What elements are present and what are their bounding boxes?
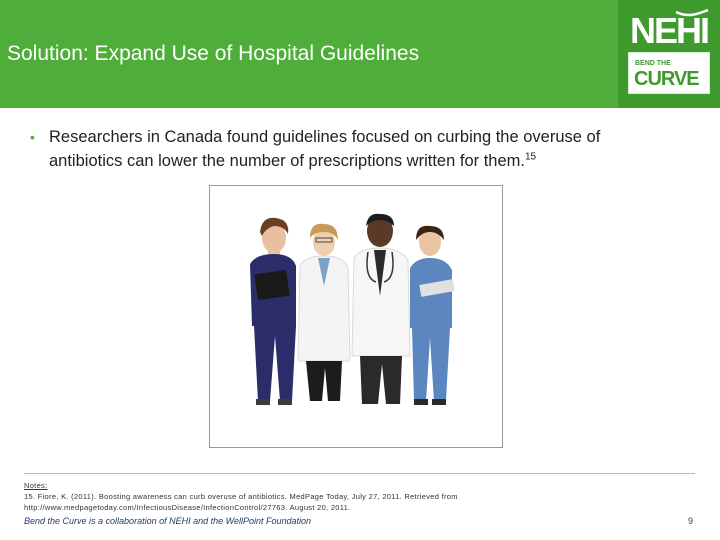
bullet-marker: • (30, 129, 35, 145)
healthcare-workers-photo (209, 185, 503, 448)
citation-superscript: 15 (524, 151, 537, 163)
page-number: 9 (688, 516, 694, 526)
bend-the-curve-logo (628, 52, 710, 94)
nehi-logo (618, 0, 720, 108)
footer-credit: Bend the Curve is a collaboration of NEHI and the WellPoint Foundation (24, 516, 312, 526)
healthcare-workers-illustration (210, 186, 502, 447)
nehi-wordmark-logo (628, 8, 710, 50)
bullet-text (49, 125, 689, 173)
bullet-line-1: Researchers in Canada found guidelines focused on curbing the overuse of (49, 128, 601, 146)
notes-section (24, 480, 694, 513)
notes-line-2: http://www.medpagetoday.com/InfectiousDisease/InfectionControl/27763. August 20, 2011. (24, 503, 351, 512)
slide-title: Solution: Expand Use of Hospital Guidelines (7, 42, 420, 65)
bullet-line-2: antibiotics can lower the number of prescriptions written for them. (49, 152, 525, 170)
bullet-line-2-wrap (49, 149, 689, 173)
logo-bend-the-text: BEND THE (635, 60, 671, 67)
notes-heading: Notes: (24, 481, 48, 490)
logo-top-text: NEHI (630, 10, 709, 50)
notes-divider (24, 473, 695, 474)
header-bar (0, 0, 720, 108)
notes-line-1: 15. Fiore, K. (2011). Boosting awareness can curb overuse of antibiotics. MedPage Today, July 27, 2011. Retrieved from (24, 492, 458, 501)
logo-curve-text: CURVE (634, 68, 699, 90)
